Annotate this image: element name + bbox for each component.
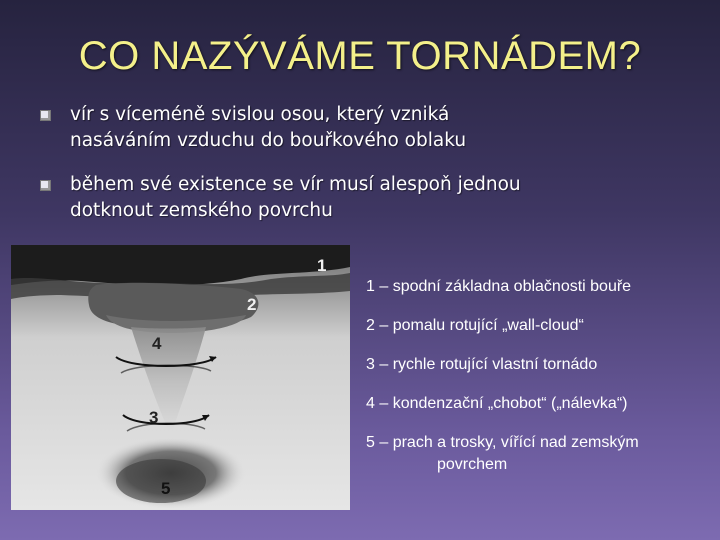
legend-item <box>366 276 716 298</box>
legend-item <box>366 315 716 337</box>
bullet-item <box>40 102 700 154</box>
legend-text: 4 – kondenzační „chobot“ („nálevka“) <box>366 395 628 412</box>
diagram-label: 2 <box>247 295 257 314</box>
legend-item <box>366 354 716 376</box>
tornado-diagram <box>11 245 350 510</box>
bullet-line: nasáváním vzduchu do bouřkového oblaku <box>70 130 467 151</box>
legend-text: 2 – pomalu rotující „wall-cloud“ <box>366 317 584 334</box>
legend-item <box>366 432 716 476</box>
legend-item <box>366 393 716 415</box>
legend-list <box>366 276 716 493</box>
slide-title: CO NAZÝVÁME TORNÁDEM? <box>78 34 642 78</box>
diagram-label: 3 <box>149 408 159 427</box>
bullet-line: vír s víceméně svislou osou, který vzniká <box>70 104 450 125</box>
diagram-label: 4 <box>152 334 162 353</box>
diagram-label: 5 <box>161 479 171 498</box>
bullet-line: během své existence se vír musí alespoň jednou <box>70 174 521 195</box>
bullet-text <box>70 102 700 154</box>
bullet-line: dotknout zemského povrchu <box>70 200 333 221</box>
checkbox-bullet-icon <box>40 180 51 191</box>
legend-text: 3 – rychle rotující vlastní tornádo <box>366 356 598 373</box>
bullet-list <box>40 102 700 242</box>
checkbox-bullet-icon <box>40 110 51 121</box>
bullet-text <box>70 172 700 224</box>
legend-text: 1 – spodní základna oblačnosti bouře <box>366 278 632 295</box>
diagram-label: 1 <box>317 256 327 275</box>
bullet-item <box>40 172 700 224</box>
tornado-illustration <box>11 245 350 510</box>
legend-text-continuation: povrchem <box>437 456 508 473</box>
legend-text: 5 – prach a trosky, vířící nad zemským <box>366 434 639 451</box>
